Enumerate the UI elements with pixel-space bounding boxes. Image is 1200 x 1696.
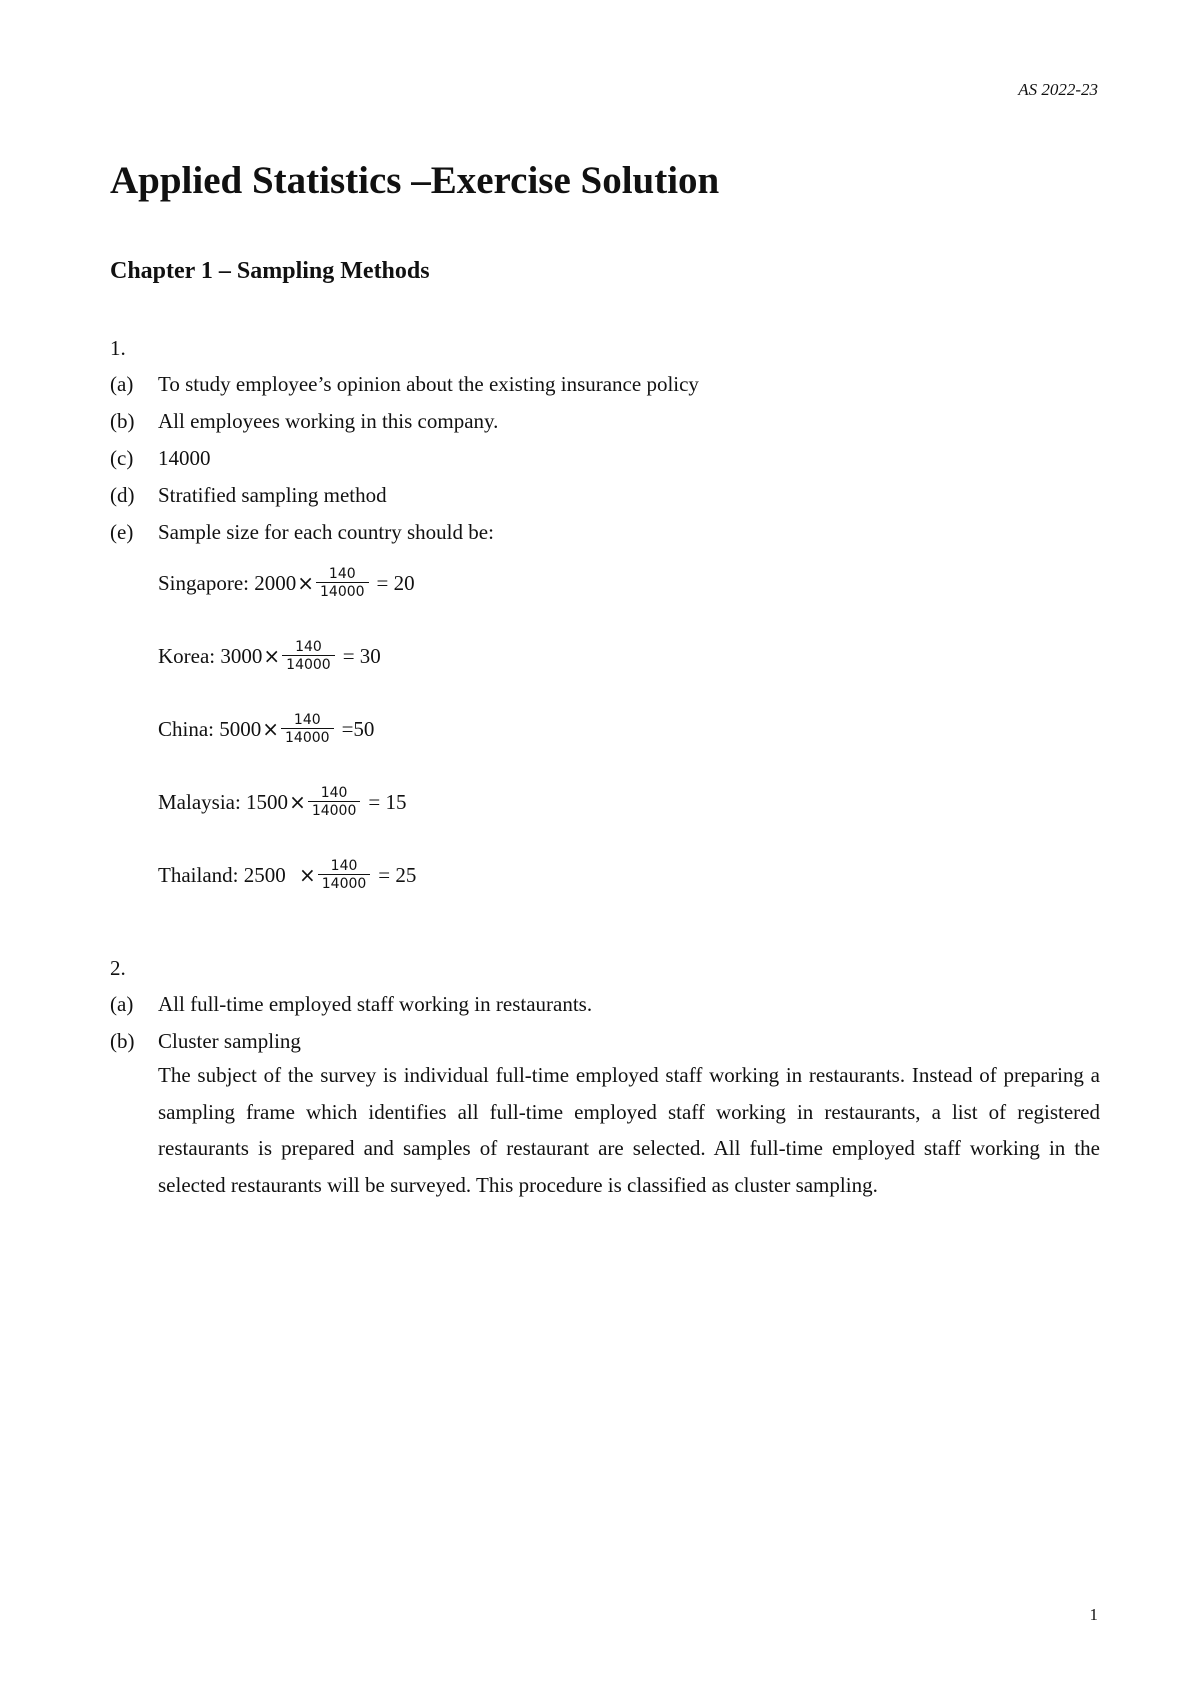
calc-korea-prefix: Korea: 3000 [158,643,263,668]
multiply-sign: × [263,644,281,669]
calc-korea [158,639,381,673]
q2-item-a [110,992,592,1017]
q1-item-a-text: To study employee’s opinion about the existing insurance policy [158,372,699,396]
q1-item-b-label: (b) [110,409,135,433]
fraction-numerator: 140 [330,858,358,874]
q1-item-e [110,520,494,545]
question-2-number: 2. [110,956,126,980]
calc-thailand [158,858,416,892]
calc-china-result: =50 [341,716,375,741]
q1-item-c [110,446,211,471]
multiply-sign: × [297,571,314,596]
fraction [308,785,361,819]
fraction [282,639,335,673]
q1-item-c-label: (c) [110,446,134,470]
q2-item-a-label: (a) [110,992,134,1016]
fraction-denominator: 14000 [318,874,371,892]
calc-singapore-result: = 20 [376,570,415,595]
calc-thailand-result: = 25 [378,862,417,887]
q2-item-b-label: (b) [110,1029,135,1053]
fraction-denominator: 14000 [308,801,361,819]
q1-item-c-text: 14000 [158,446,211,470]
q1-item-a [110,372,699,397]
q1-item-d-text: Stratified sampling method [158,483,387,507]
q1-item-b-text: All employees working in this company. [158,409,499,433]
q1-item-d [110,483,387,508]
fraction-denominator: 14000 [316,582,369,600]
fraction [318,858,371,892]
fraction-denominator: 14000 [282,655,335,673]
calc-malaysia-result: = 15 [368,789,407,814]
header-course-tag: AS 2022-23 [1018,80,1098,99]
calc-malaysia-prefix: Malaysia: 1500 [158,789,289,814]
q1-item-e-text: Sample size for each country should be: [158,520,494,544]
multiply-sign: × [298,863,316,888]
calc-china [158,712,374,746]
chapter-heading: Chapter 1 – Sampling Methods [110,258,430,284]
page-number: 1 [1089,1605,1098,1624]
calc-korea-result: = 30 [342,643,381,668]
calc-china-prefix: China: 5000 [158,716,262,741]
q2-item-b [110,1029,301,1054]
q1-item-e-label: (e) [110,520,134,544]
q1-item-a-label: (a) [110,372,134,396]
fraction-numerator: 140 [328,566,356,582]
fraction-numerator: 140 [320,785,348,801]
fraction-denominator: 14000 [281,728,334,746]
fraction [281,712,334,746]
q2-item-b-text: Cluster sampling [158,1029,301,1053]
q1-item-d-label: (d) [110,483,135,507]
document-title: Applied Statistics –Exercise Solution [110,159,720,202]
q1-item-b [110,409,498,434]
q2-item-a-text: All full-time employed staff working in restaurants. [158,992,593,1016]
question-1-number: 1. [110,336,126,360]
calc-malaysia [158,785,406,819]
fraction-numerator: 140 [295,639,322,655]
multiply-sign: × [262,717,280,742]
calc-singapore [158,566,415,600]
calc-thailand-prefix: Thailand: 2500 [158,862,291,887]
fraction-numerator: 140 [293,712,321,728]
calc-singapore-prefix: Singapore: 2000 [158,570,297,595]
q2-explanation-paragraph: The subject of the survey is individual full-time employed staff working in restaurants. Instead of preparing a sampling frame which identifies all full-time employed staff working in restaurants, a list of registered restaurants is prepared and samples of restaurant are selected. All full-time employed staff working in the selected restaurants will be surveyed. This procedure is classified as cluster sampling. [158,1063,1100,1197]
fraction [316,566,369,600]
multiply-sign: × [289,790,306,815]
